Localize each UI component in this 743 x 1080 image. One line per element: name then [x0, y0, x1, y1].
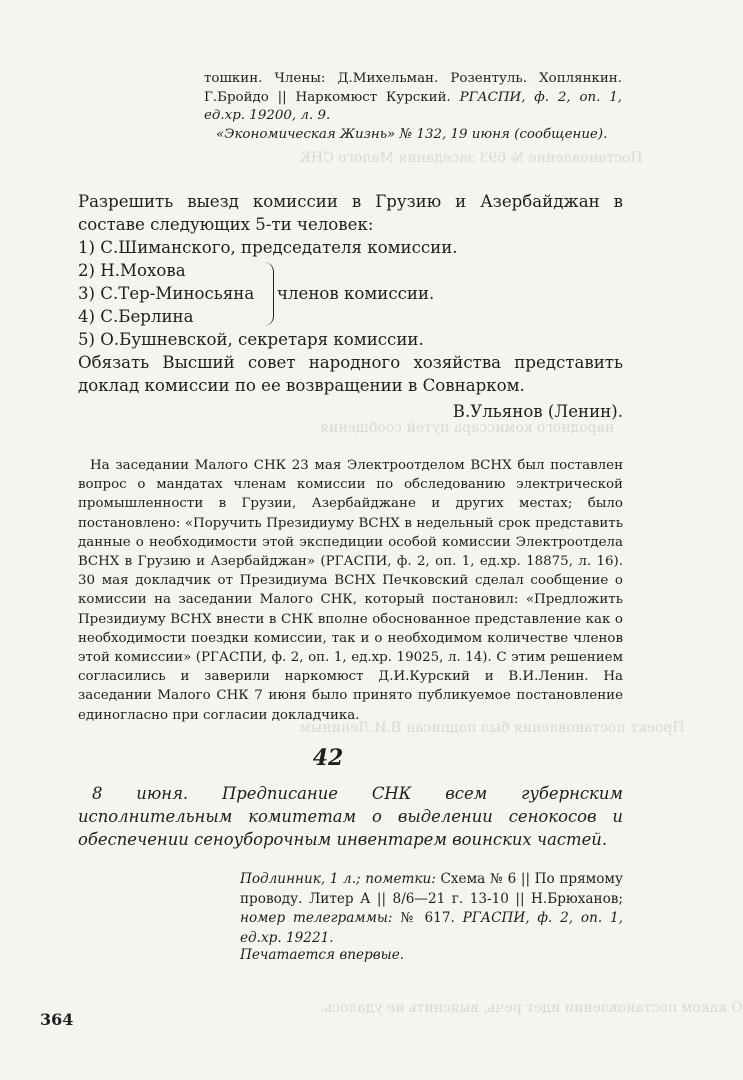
curly-brace — [261, 262, 274, 326]
member-item: 2) Н.Мохова — [78, 261, 186, 280]
footnote-block — [204, 70, 622, 144]
bleed-through-text: Постановление № 693 заседания Малого СНК — [300, 150, 643, 166]
document-title-text: 8 июня. Предписание СНК всем губернским исполнительным комитетам о выделении сенокосов и обеспечении сеноуборочным инвентарем воинских частей. — [78, 784, 623, 849]
archive-citation: РГАСПИ, ф. 2, оп. 1, ед.хр. 19200, л. 9. — [204, 89, 622, 123]
telegram-number: № 617. — [400, 910, 463, 926]
source-marks: Схема № 6 || По прямому проводу. Литер А || 8/6—21 г. 13-10 || Н.Брюханов; — [240, 871, 623, 907]
page-number: 364 — [40, 1010, 74, 1029]
member-item: 3) С.Тер-Миносьяна — [78, 284, 255, 303]
member-item: 4) С.Берлина — [78, 307, 194, 326]
source-label: номер телеграммы: — [240, 910, 401, 926]
footnote-text: Наркомюст Курский. — [295, 89, 460, 105]
archive-citation: РГАСПИ, ф. 2, оп. 1, ед.хр. 19221. — [240, 910, 623, 946]
publication-note: Печатается впервые. — [240, 947, 405, 963]
brace-label: членов комиссии. — [277, 284, 435, 303]
document-body — [78, 190, 623, 423]
footnote-line — [204, 70, 622, 126]
document-intro: Разрешить выезд комиссии в Грузию и Азербайджан в составе следующих 5-ти человек: — [78, 192, 623, 234]
member-item: 1) С.Шиманского, председателя комиссии. — [78, 238, 458, 257]
commentary-block — [78, 456, 623, 725]
member-group — [78, 259, 623, 328]
bleed-through-text: Проект постановления был подписан В.И.Лениным — [300, 720, 685, 736]
signature: В.Ульянов (Ленин). — [452, 402, 623, 421]
document-title — [78, 782, 623, 851]
commentary-text: На заседании Малого СНК 23 мая Электроотделом ВСНХ был поставлен вопрос о мандатах членам комиссии по обследованию электрической промышленности в Грузии, Азербайджане и других местах; было постановлено: «Поручить Президиуму ВСНХ в недельный срок представить данные о необходимости этой экспедиции особой комиссии Электроотдела ВСНХ в Грузию и Азербайджан» (РГАСПИ, ф. 2, оп. 1, ед.хр. 18875, л. 16). 30 мая докладчик от Президиума ВСНХ Печковский сделал сообщение о комиссии на заседании Малого СНК, который постановил: «Предложить Президиуму ВСНХ внести в СНК вполне обоснованное представление как о необходимости поездки комиссии, так и о необходимом количестве членов этой комиссии» (РГАСПИ, ф. 2, оп. 1, ед.хр. 19025, л. 14). С этим решением согласились и заверили наркомюст Д.И.Курский и В.И.Ленин. На заседании Малого СНК 7 июня было принято публикуемое постановление единогласно при согласии докладчика. — [78, 458, 623, 723]
source-note — [240, 870, 623, 948]
bleed-through-text: народного комиссара путей сообщения — [320, 420, 615, 436]
member-item: 5) О.Бушневской, секретаря комиссии. — [78, 330, 424, 349]
footnote-text: тошкин. Члены: Д.Михельман. Розентуль. Хоплянкин. Г.Бройдо — [204, 71, 622, 105]
footnote-separator: || — [268, 89, 296, 105]
document-obligation: Обязать Высший совет народного хозяйства представить доклад комиссии по ее возвращении в Совнарком. — [78, 353, 623, 395]
source-text — [240, 870, 623, 948]
bleed-through-text: О каком постановлении идет речь, выяснить не удалось. — [320, 1000, 743, 1016]
source-label: Подлинник, 1 л.; — [240, 871, 366, 887]
source-label: пометки: — [365, 871, 441, 887]
document-number: 42 — [312, 745, 344, 771]
newspaper-reference: «Экономическая Жизнь» № 132, 19 июня (сообщение). — [216, 126, 608, 142]
